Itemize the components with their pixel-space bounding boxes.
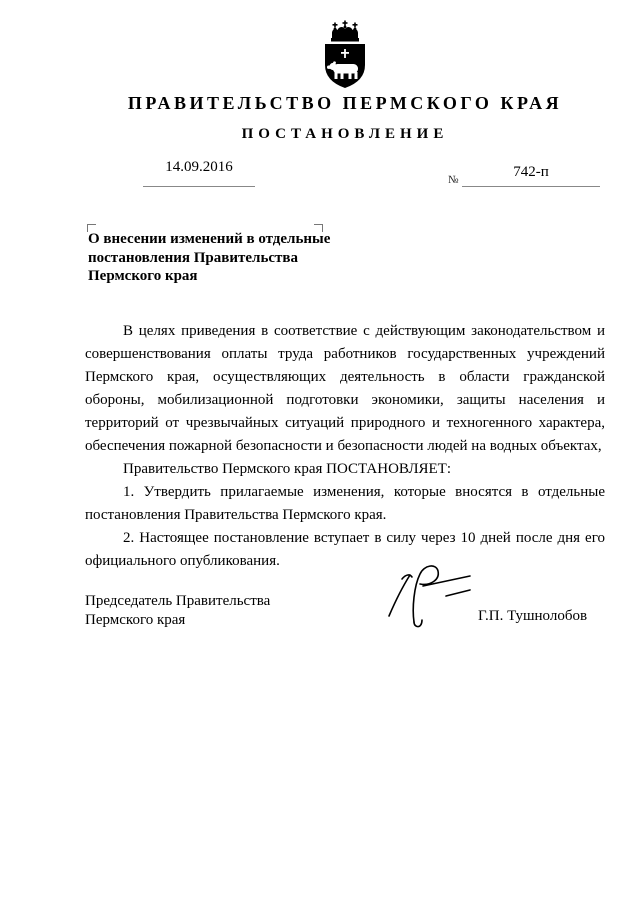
document-subject: О внесении изменений в отдельные постановления Правительства Пермского края <box>88 231 331 284</box>
number-sign: № <box>448 174 459 186</box>
number-value: 742-п <box>462 158 600 187</box>
signer-position-title: Председатель Правительства Пермского края <box>85 593 271 628</box>
handwritten-signature-icon <box>383 562 475 634</box>
org-name-heading: ПРАВИТЕЛЬСТВО ПЕРМСКОГО КРАЯ <box>127 93 563 113</box>
date-field: 14.09.2016 <box>143 158 255 187</box>
document-body <box>85 320 605 573</box>
signature-block <box>85 560 605 640</box>
number-field <box>448 158 600 187</box>
signer-name: Г.П. Тушнолобов <box>478 608 588 624</box>
doc-type-heading: ПОСТАНОВЛЕНИЕ <box>241 126 449 142</box>
perm-krai-coat-of-arms-icon <box>321 20 369 90</box>
document-content <box>85 0 605 905</box>
body-paragraph: В целях приведения в соответствие с действующим законодательством и совершенствования оплаты труда работников государственных учреждений Пермского края, осуществляющих деятельность в области гражданской обороны, мобилизационной подготовки экономики, защиты населения и территорий от чрезвычайных ситуаций природного и техногенного характера, обеспечения пожарной безопасности и безопасности людей на водных объектах, <box>85 323 605 454</box>
body-paragraph: 1. Утвердить прилагаемые изменения, которые вносятся в отдельные постановления Правительства Пермского края. <box>85 484 605 523</box>
body-paragraph: Правительство Пермского края ПОСТАНОВЛЯЕТ: <box>123 461 452 477</box>
body-paragraph: 2. Настоящее постановление вступает в силу через 10 дней после дня его официального опубликования. <box>85 530 605 569</box>
